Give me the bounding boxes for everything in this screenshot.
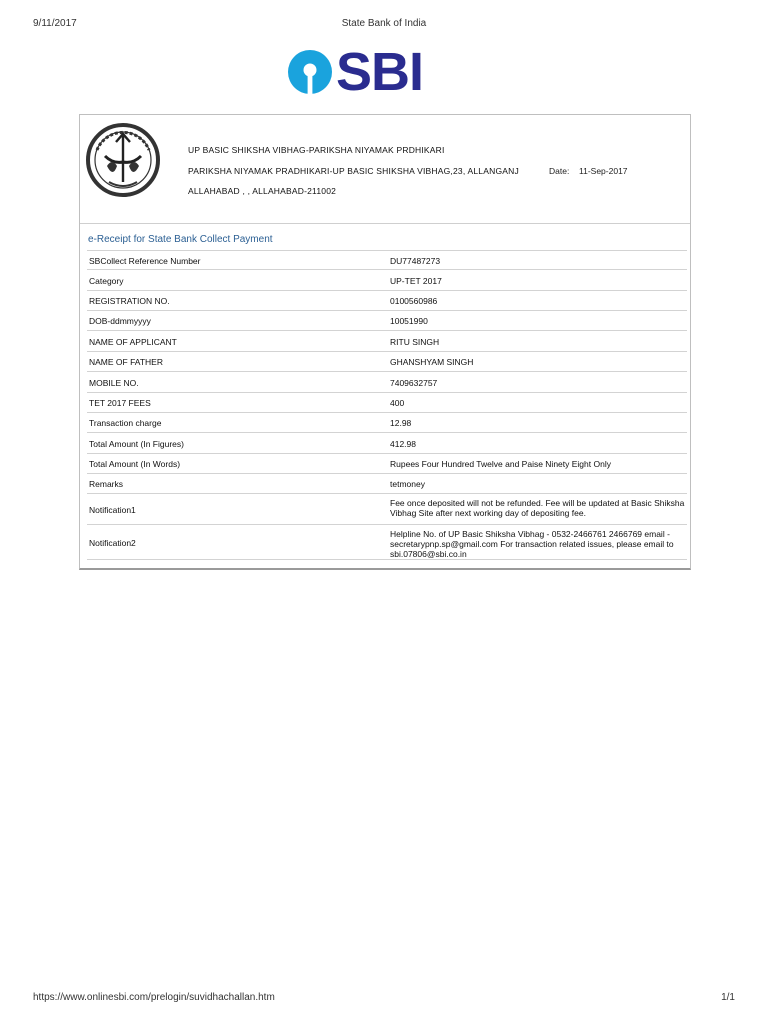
table-row bbox=[87, 311, 687, 331]
table-row bbox=[87, 331, 687, 352]
row-value: DU77487273 bbox=[390, 256, 441, 266]
receipt-details-table bbox=[87, 250, 687, 560]
row-value: Fee once deposited will not be refunded. Fee will be updated at Basic Shiksha Vibhag Site after next working day of depositing fee. bbox=[390, 498, 685, 518]
date-label: Date: bbox=[549, 166, 570, 176]
row-label: Notification1 bbox=[89, 504, 136, 515]
table-row bbox=[87, 413, 687, 433]
row-label: REGISTRATION NO. bbox=[89, 296, 170, 306]
row-label: Category bbox=[89, 275, 124, 286]
up-government-emblem-icon bbox=[85, 120, 161, 200]
row-label: SBCollect Reference Number bbox=[89, 256, 201, 266]
row-value: Rupees Four Hundred Twelve and Paise Ninety Eight Only bbox=[390, 459, 611, 469]
row-value: 10051990 bbox=[390, 316, 428, 326]
row-label: Transaction charge bbox=[89, 418, 162, 428]
table-row bbox=[87, 454, 687, 474]
row-label: NAME OF APPLICANT bbox=[89, 336, 177, 347]
row-label: Remarks bbox=[89, 479, 124, 489]
sbi-logo bbox=[286, 42, 436, 102]
receipt-title: e-Receipt for State Bank Collect Payment bbox=[88, 234, 273, 245]
table-row bbox=[87, 270, 687, 291]
table-row bbox=[87, 474, 687, 494]
print-header bbox=[0, 18, 768, 32]
row-value: 7409632757 bbox=[390, 377, 438, 388]
row-value: 0100560986 bbox=[390, 296, 438, 306]
table-row bbox=[87, 291, 687, 311]
row-value: tetmoney bbox=[390, 479, 425, 489]
row-label: MOBILE NO. bbox=[89, 377, 139, 388]
row-value: RITU SINGH bbox=[390, 336, 440, 347]
row-value: GHANSHYAM SINGH bbox=[390, 357, 474, 367]
dept-line-1: UP BASIC SHIKSHA VIBHAG-PARIKSHA NIYAMAK PRDHIKARI bbox=[188, 145, 445, 155]
row-value: 400 bbox=[390, 398, 405, 408]
row-value: 412.98 bbox=[390, 438, 416, 449]
table-row bbox=[87, 250, 687, 270]
dept-line-2: PARIKSHA NIYAMAK PRADHIKARI-UP BASIC SHIKSHA VIBHAG,23, ALLANGANJ bbox=[188, 166, 519, 176]
print-date: 9/11/2017 bbox=[33, 18, 77, 29]
table-row bbox=[87, 352, 687, 372]
row-label: Notification2 bbox=[89, 537, 136, 548]
print-page-number: 1/1 bbox=[721, 992, 735, 1003]
table-row bbox=[87, 494, 687, 525]
row-value: 12.98 bbox=[390, 418, 412, 428]
table-row bbox=[87, 433, 687, 454]
row-label: Total Amount (In Words) bbox=[89, 459, 181, 469]
table-row bbox=[87, 393, 687, 413]
sbi-logo-text: SBI bbox=[336, 42, 424, 102]
sbi-keyhole-icon bbox=[286, 46, 334, 94]
row-label: TET 2017 FEES bbox=[89, 398, 151, 408]
header-divider bbox=[80, 223, 690, 224]
row-label: DOB-ddmmyyyy bbox=[89, 316, 151, 326]
date-value: 11-Sep-2017 bbox=[579, 166, 628, 176]
print-title: State Bank of India bbox=[341, 18, 427, 29]
print-footer bbox=[0, 992, 768, 1006]
row-value: Helpline No. of UP Basic Shiksha Vibhag - 0532-2466761 2466769 email - secretarypnp.sp@gmail.com For transaction related issues, please email to sbi.07806@sbi.co.in bbox=[390, 529, 674, 559]
table-row bbox=[87, 525, 687, 560]
row-label: NAME OF FATHER bbox=[89, 357, 163, 367]
row-value: UP-TET 2017 bbox=[390, 275, 442, 286]
table-row bbox=[87, 372, 687, 393]
row-label: Total Amount (In Figures) bbox=[89, 438, 184, 449]
dept-line-3: ALLAHABAD , , ALLAHABAD-211002 bbox=[188, 186, 337, 196]
receipt-card bbox=[79, 114, 691, 570]
print-url: https://www.onlinesbi.com/prelogin/suvidhachallan.htm bbox=[33, 992, 275, 1003]
